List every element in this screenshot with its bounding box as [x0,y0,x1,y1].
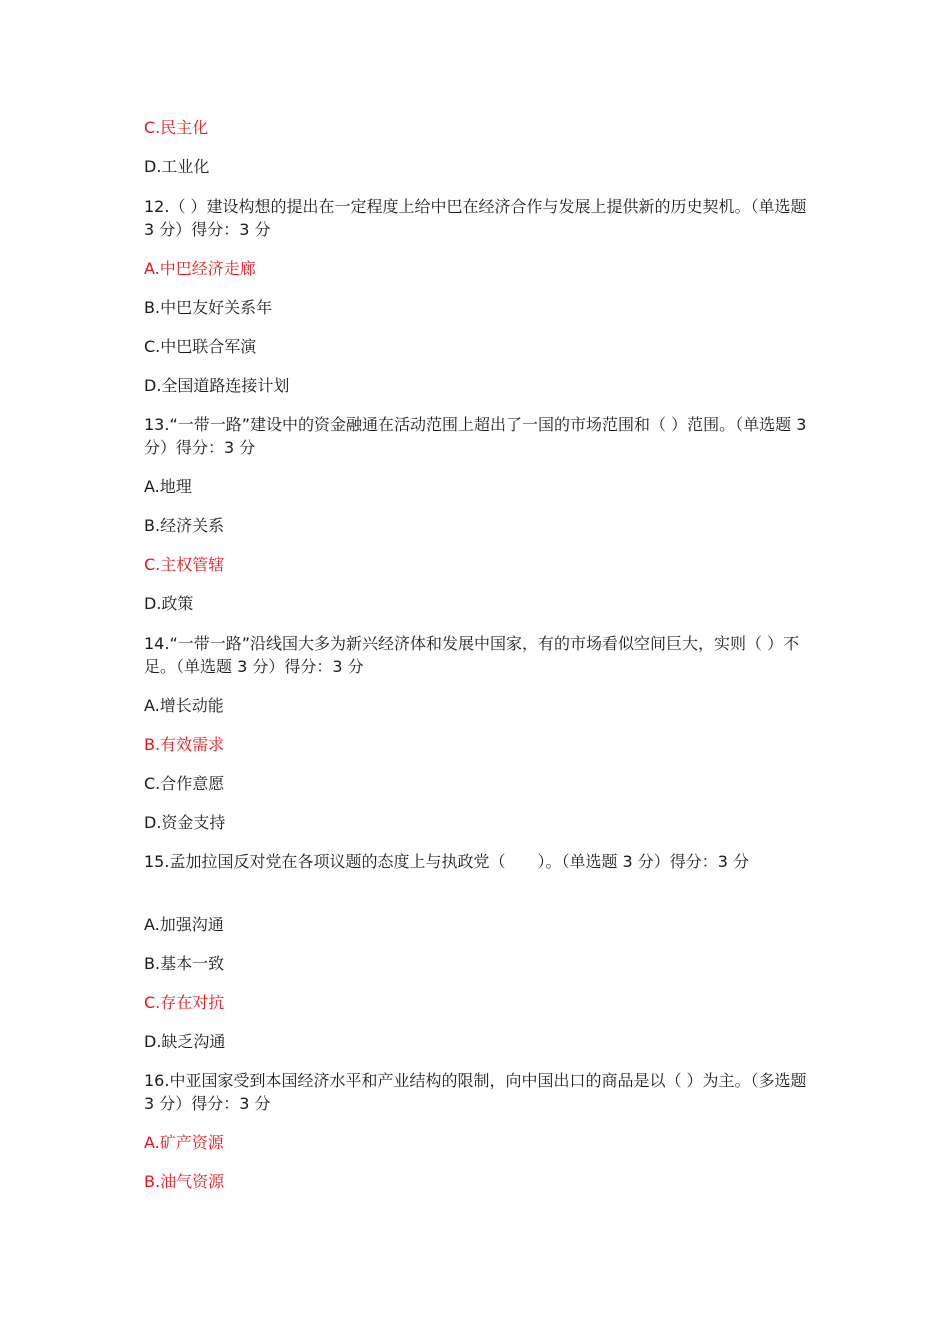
question-15-option-d: D.缺乏沟通 [144,1032,226,1051]
question-15-option-c: C.存在对抗 [144,993,225,1012]
question-13-option-d: D.政策 [144,594,194,613]
option-d-line: D.工业化 [144,157,210,176]
question-12-option-b: B.中巴友好关系年 [144,298,273,317]
option-c-line: C.民主化 [144,118,209,137]
question-13-option-b: B.经济关系 [144,516,225,535]
question-15-stem: 15.孟加拉国反对党在各项议题的态度上与执政党（ ）。（单选题 3 分）得分：3 分 [144,852,750,871]
question-14-option-b: B.有效需求 [144,735,225,754]
question-12-stem: 12.（ ）建设构想的提出在一定程度上给中巴在经济合作与发展上提供新的历史契机。（单选题 3 分）得分：3 分 [144,197,807,239]
question-16-stem: 16.中亚国家受到本国经济水平和产业结构的限制，向中国出口的商品是以（ ）为主。（多选题 3 分）得分：3 分 [144,1071,807,1113]
question-12-option-d: D.全国道路连接计划 [144,376,290,395]
question-14-option-d: D.资金支持 [144,813,226,832]
question-12-option-a: A.中巴经济走廊 [144,259,256,278]
question-16-option-b: B.油气资源 [144,1172,225,1191]
question-13-stem: 13.“一带一路”建设中的资金融通在活动范围上超出了一国的市场范围和（ ）范围。（单选题 3 分）得分：3 分 [144,415,807,457]
question-14-option-c: C.合作意愿 [144,774,225,793]
question-15-option-a: A.加强沟通 [144,915,224,934]
question-12-option-c: C.中巴联合军演 [144,337,257,356]
question-16-option-a: A.矿产资源 [144,1133,224,1152]
question-13-option-a: A.地理 [144,477,192,496]
question-14-option-a: A.增长动能 [144,696,224,715]
question-14-stem: 14.“一带一路”沿线国大多为新兴经济体和发展中国家，有的市场看似空间巨大，实则（ ）不足。（单选题 3 分）得分：3 分 [144,634,800,676]
question-15-option-b: B.基本一致 [144,954,225,973]
question-13-option-c: C.主权管辖 [144,555,225,574]
